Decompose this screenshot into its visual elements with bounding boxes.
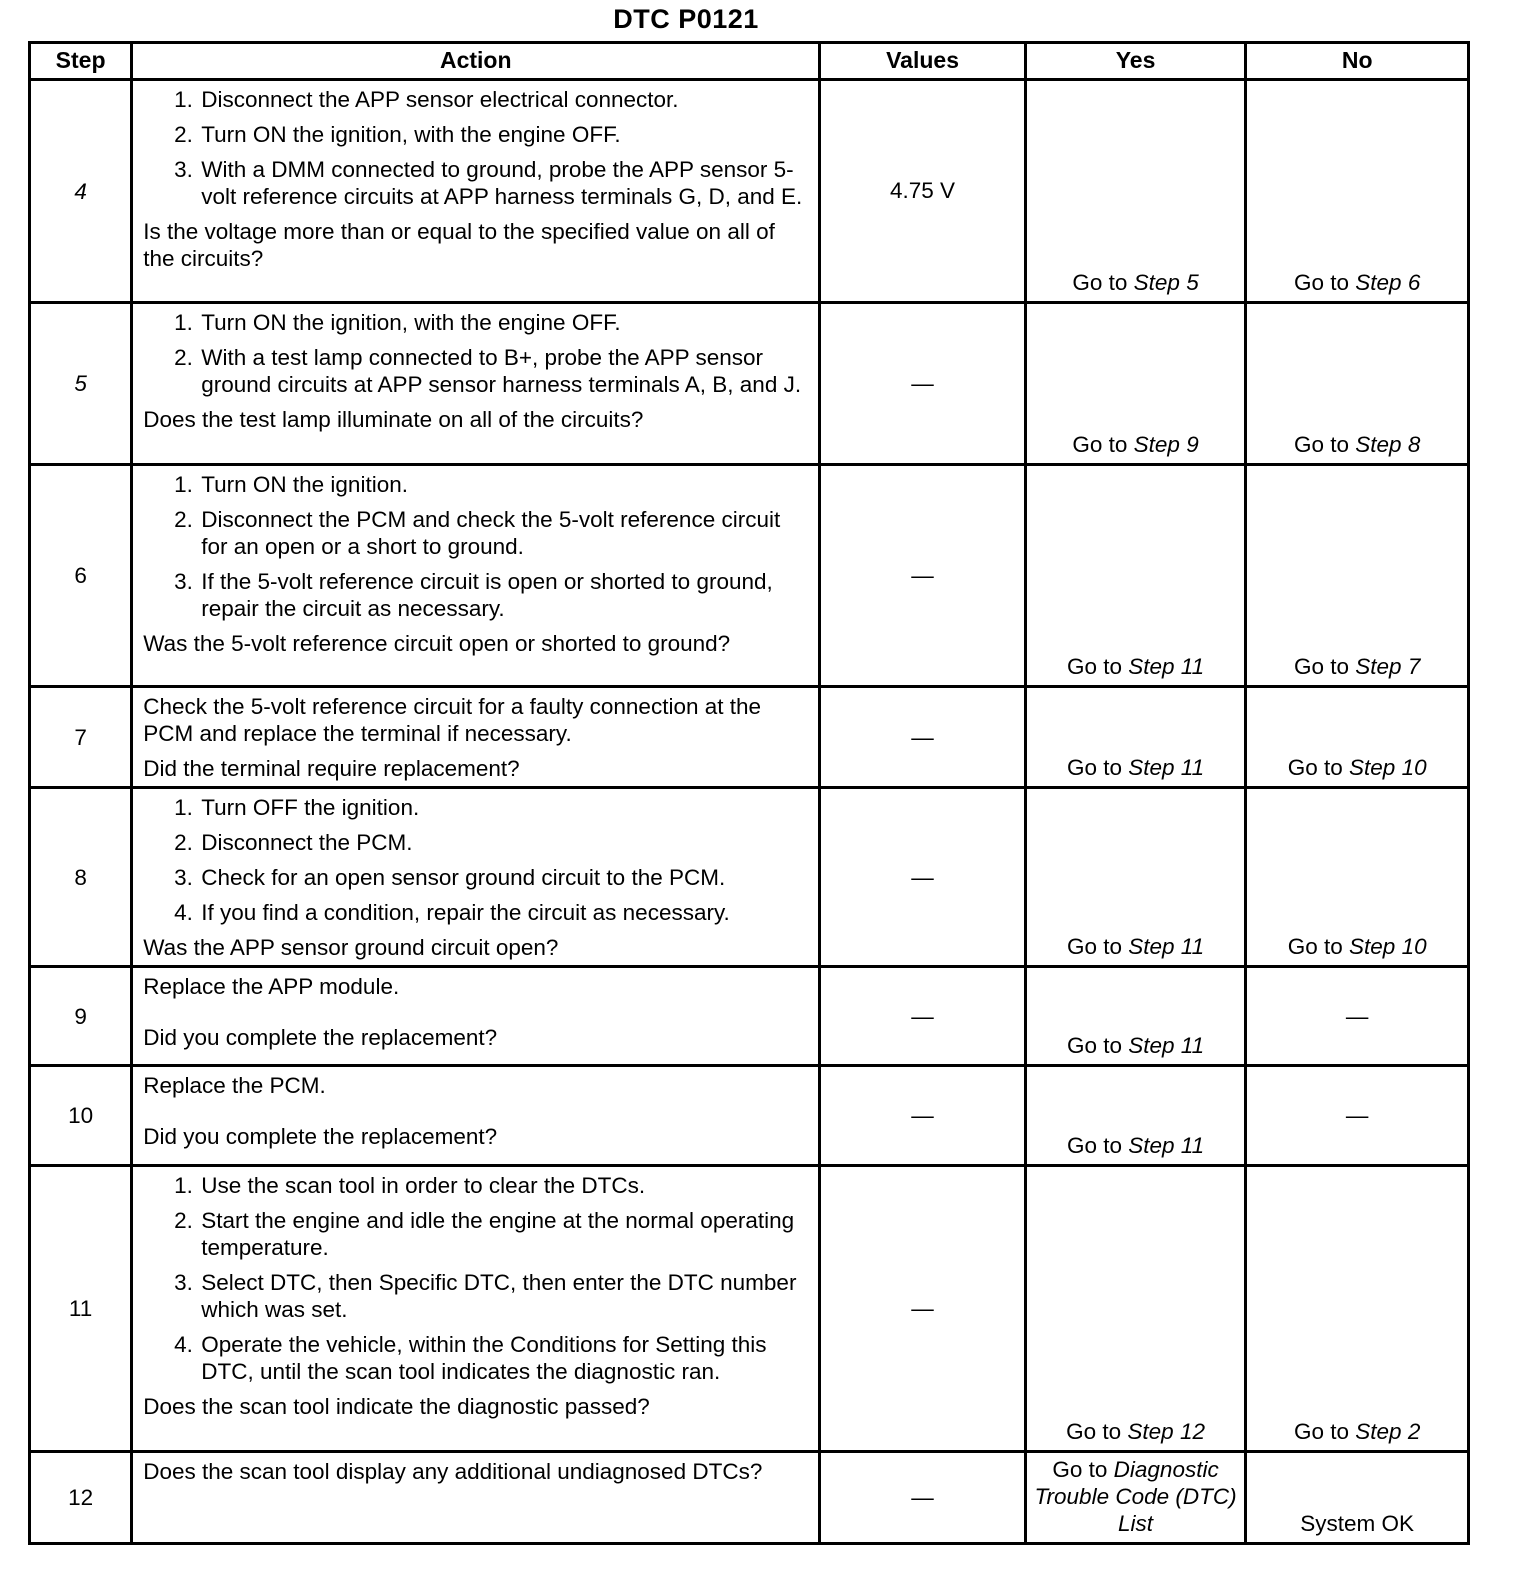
no-cell (1246, 1166, 1469, 1452)
value-cell: — (820, 1066, 1025, 1166)
action-cell (132, 303, 820, 465)
goto-prefix: Go to (1287, 755, 1343, 780)
goto-step-link: Step 2 (1355, 1419, 1421, 1444)
yes-cell (1025, 967, 1246, 1066)
no-cell (1246, 788, 1469, 967)
no-cell (1246, 687, 1469, 788)
action-cell (132, 788, 820, 967)
action-step: 1. Turn ON the ignition, with the engine OFF. (199, 309, 810, 336)
column-header-no: No (1246, 43, 1469, 80)
action-question: Does the scan tool display any additional undiagnosed DTCs? (143, 1459, 763, 1484)
value-cell: — (820, 788, 1025, 967)
action-step: 2. With a test lamp connected to B+, probe the APP sensor ground circuits at APP sensor harness terminals A, B, and J. (199, 344, 810, 398)
table-row (30, 303, 1469, 465)
goto-step-link: Step 11 (1128, 934, 1205, 959)
value-cell: — (820, 465, 1025, 687)
value-cell: 4.75 V (820, 80, 1025, 303)
action-step: 2. Start the engine and idle the engine at the normal operating temperature. (199, 1207, 810, 1261)
goto-step-link: Step 5 (1133, 270, 1199, 295)
action-cell (132, 80, 820, 303)
table-row (30, 465, 1469, 687)
goto-step-link: Step 6 (1355, 270, 1421, 295)
action-step: 3. Check for an open sensor ground circuit to the PCM. (199, 864, 810, 891)
goto-prefix: Go to (1066, 654, 1122, 679)
table-row (30, 967, 1469, 1066)
action-question: Was the 5-volt reference circuit open or shorted to ground? (143, 631, 731, 656)
no-cell (1246, 465, 1469, 687)
table-row (30, 687, 1469, 788)
action-step: 2. Disconnect the PCM and check the 5-volt reference circuit for an open or a short to ground. (199, 506, 810, 560)
goto-step-link: Step 11 (1128, 1133, 1205, 1158)
goto-step-link: Step 10 (1349, 934, 1427, 959)
no-cell: System OK (1246, 1452, 1469, 1544)
action-steps (143, 794, 810, 926)
action-cell (132, 687, 820, 788)
table-header-row (30, 43, 1469, 80)
action-step: 1. Disconnect the APP sensor electrical connector. (199, 86, 810, 113)
table-row (30, 1452, 1469, 1544)
action-statement: Replace the APP module. (143, 974, 400, 999)
action-steps (143, 86, 810, 210)
goto-prefix: Go to (1072, 432, 1128, 457)
step-number: 7 (30, 687, 132, 788)
value-cell: — (820, 1166, 1025, 1452)
action-step: 1. Use the scan tool in order to clear the DTCs. (199, 1172, 810, 1199)
table-row (30, 788, 1469, 967)
action-step: 2. Disconnect the PCM. (199, 829, 810, 856)
column-header-step: Step (30, 43, 132, 80)
action-cell (132, 1452, 820, 1544)
step-number: 5 (30, 303, 132, 465)
yes-cell (1025, 303, 1246, 465)
yes-cell (1025, 465, 1246, 687)
action-step: 3. If the 5-volt reference circuit is open or shorted to ground, repair the circuit as necessary. (199, 568, 810, 622)
table-row (30, 1166, 1469, 1452)
no-cell: — (1246, 1066, 1469, 1166)
yes-cell (1025, 788, 1246, 967)
column-header-values: Values (820, 43, 1025, 80)
step-number: 9 (30, 967, 132, 1066)
action-question: Is the voltage more than or equal to the specified value on all of the circuits? (143, 219, 775, 271)
goto-prefix: Go to (1293, 1419, 1350, 1444)
value-cell: — (820, 303, 1025, 465)
goto-step-link: Step 7 (1355, 654, 1421, 679)
yes-cell (1025, 687, 1246, 788)
action-question: Does the scan tool indicate the diagnostic passed? (143, 1394, 650, 1419)
action-step: 1. Turn ON the ignition. (199, 471, 810, 498)
goto-prefix: Go to (1293, 270, 1350, 295)
action-steps (143, 1172, 810, 1385)
action-steps (143, 471, 810, 622)
goto-prefix: Go to (1066, 934, 1122, 959)
step-number: 8 (30, 788, 132, 967)
value-cell: — (820, 687, 1025, 788)
column-header-yes: Yes (1025, 43, 1246, 80)
action-cell (132, 967, 820, 1066)
action-step: 3. With a DMM connected to ground, probe the APP sensor 5-volt reference circuits at APP harness terminals G, D, and E. (199, 156, 810, 210)
dtc-table (28, 41, 1470, 1545)
no-cell (1246, 303, 1469, 465)
yes-cell (1025, 1166, 1246, 1452)
action-cell (132, 1066, 820, 1166)
step-number: 6 (30, 465, 132, 687)
step-number: 11 (30, 1166, 132, 1452)
no-cell: — (1246, 967, 1469, 1066)
goto-step-link: Step 11 (1128, 1033, 1205, 1058)
table-row (30, 1066, 1469, 1166)
goto-step-link: Step 11 (1128, 654, 1205, 679)
document-title: DTC P0121 (613, 4, 759, 34)
goto-prefix: Go to (1293, 654, 1350, 679)
action-step: 4. Operate the vehicle, within the Conditions for Setting this DTC, until the scan tool indicates the diagnostic ran. (199, 1331, 810, 1385)
goto-step-link: Step 9 (1133, 432, 1199, 457)
table-row (30, 80, 1469, 303)
yes-cell (1025, 1066, 1246, 1166)
goto-step-link: Step 12 (1127, 1419, 1205, 1444)
step-number: 4 (30, 80, 132, 303)
goto-step-link: Step 10 (1349, 755, 1427, 780)
step-number: 10 (30, 1066, 132, 1166)
column-header-action: Action (132, 43, 820, 80)
goto-prefix: Go to (1066, 1133, 1122, 1158)
goto-dtc-list-link: Diagnostic Trouble Code (DTC) List (1034, 1457, 1237, 1536)
yes-cell (1025, 1452, 1246, 1544)
action-step: 1. Turn OFF the ignition. (199, 794, 810, 821)
step-number: 12 (30, 1452, 132, 1544)
action-step: 4. If you find a condition, repair the circuit as necessary. (199, 899, 810, 926)
goto-step-link: Step 8 (1355, 432, 1421, 457)
goto-prefix: Go to (1293, 432, 1350, 457)
action-step: 3. Select DTC, then Specific DTC, then enter the DTC number which was set. (199, 1269, 810, 1323)
action-statement: Replace the PCM. (143, 1073, 326, 1098)
no-cell (1246, 80, 1469, 303)
action-cell (132, 1166, 820, 1452)
action-question: Does the test lamp illuminate on all of the circuits? (143, 407, 644, 432)
action-question: Did you complete the replacement? (143, 1025, 498, 1050)
action-step: 2. Turn ON the ignition, with the engine OFF. (199, 121, 810, 148)
action-question: Was the APP sensor ground circuit open? (143, 935, 559, 960)
action-question: Did the terminal require replacement? (143, 756, 520, 781)
goto-prefix: Go to (1052, 1457, 1108, 1482)
action-statement: Check the 5-volt reference circuit for a faulty connection at the PCM and replace the terminal if necessary. (143, 694, 762, 746)
yes-cell (1025, 80, 1246, 303)
value-cell: — (820, 1452, 1025, 1544)
action-steps (143, 309, 810, 398)
goto-prefix: Go to (1287, 934, 1343, 959)
goto-prefix: Go to (1066, 1419, 1122, 1444)
action-question: Did you complete the replacement? (143, 1124, 498, 1149)
goto-prefix: Go to (1066, 1033, 1122, 1058)
action-cell (132, 465, 820, 687)
goto-prefix: Go to (1066, 755, 1122, 780)
goto-prefix: Go to (1072, 270, 1128, 295)
goto-step-link: Step 11 (1128, 755, 1205, 780)
value-cell: — (820, 967, 1025, 1066)
